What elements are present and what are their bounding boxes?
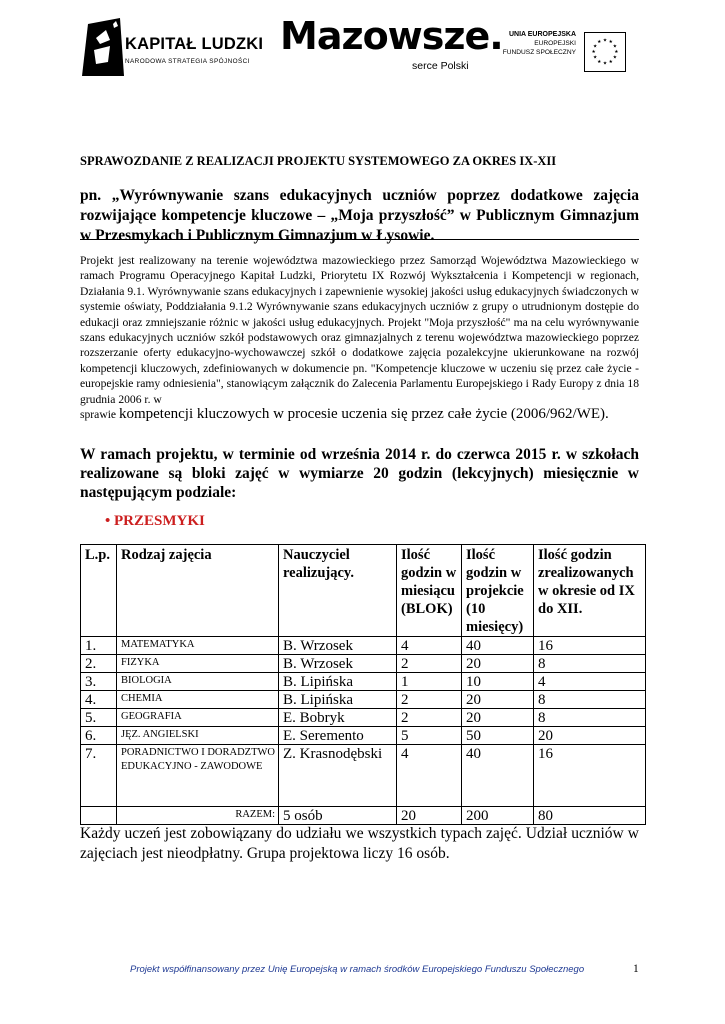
cell-teacher: B. Wrzosek (279, 655, 397, 673)
mazowsze-subtitle: serce Polski (412, 60, 469, 72)
cell-teacher: Z. Krasnodębski (279, 745, 397, 807)
intro-paragraph (80, 253, 639, 422)
cell-monthly: 2 (397, 691, 462, 709)
cell-project: 40 (462, 637, 534, 655)
main-paragraph: W ramach projektu, w terminie od września 2014 r. do czerwca 2015 r. w szkołach realizowane są bloki zajęć w wymiarze 20 godzin (lekcyjnych) miesięcznie w następującym podziale: (80, 446, 639, 501)
cell-project: 10 (462, 673, 534, 691)
cell-monthly: 1 (397, 673, 462, 691)
cell-lp: 6. (81, 727, 117, 745)
cell-completed: 16 (534, 745, 646, 807)
svg-text:★: ★ (612, 44, 618, 50)
cell-completed: 8 (534, 691, 646, 709)
cell-total-label: RAZEM: (117, 807, 279, 825)
table-total-row (81, 807, 646, 825)
svg-text:★: ★ (591, 49, 596, 55)
table-row (81, 691, 646, 709)
cell-activity: BIOLOGIA (117, 673, 279, 691)
cell-project: 20 (462, 691, 534, 709)
cell-total-monthly: 20 (397, 807, 462, 825)
table-row (81, 745, 646, 807)
mazowsze-logo: Mazowsze. (280, 14, 503, 58)
cell-monthly: 2 (397, 709, 462, 727)
location-title: • PRZESMYKI (105, 513, 205, 529)
cell-teacher: B. Lipińska (279, 691, 397, 709)
svg-text:★: ★ (597, 59, 602, 65)
svg-text:★: ★ (614, 49, 619, 55)
intro-sprawie: sprawie (80, 408, 117, 422)
cell-monthly: 4 (397, 637, 462, 655)
eu-line-2: EUROPEJSKI (534, 40, 576, 47)
cell-monthly: 2 (397, 655, 462, 673)
cell-completed: 4 (534, 673, 646, 691)
closing-paragraph: Każdy uczeń jest zobowiązany do udziału we wszystkich typach zajęć. Udział uczniów w zajęciach jest nieodpłatny. Grupa projektowa liczy 16 osób. (80, 825, 639, 862)
cell-monthly: 5 (397, 727, 462, 745)
cell-activity: GEOGRAFIA (117, 709, 279, 727)
svg-text:★: ★ (612, 55, 618, 61)
cell-empty (81, 807, 117, 825)
cell-total-project: 200 (462, 807, 534, 825)
cell-activity: PORADNICTWO I DORADZTWO EDUKACYJNO - ZAWODOWE (117, 745, 279, 807)
svg-text:★: ★ (608, 40, 613, 46)
cell-lp: 5. (81, 709, 117, 727)
header-project-hours: Ilość godzin w projekcie (10 miesięcy) (462, 545, 534, 637)
eu-caption (498, 30, 576, 57)
cell-total-teachers: 5 osób (279, 807, 397, 825)
cell-teacher: B. Lipińska (279, 673, 397, 691)
header-lp: L.p. (81, 545, 117, 637)
header-monthly-hours: Ilość godzin w miesiącu (BLOK) (397, 545, 462, 637)
eu-line-3: FUNDUSZ SPOŁECZNY (502, 49, 576, 56)
cell-lp: 4. (81, 691, 117, 709)
cell-teacher: E. Bobryk (279, 709, 397, 727)
table-row (81, 709, 646, 727)
svg-text:★: ★ (597, 40, 602, 46)
intro-text: Projekt jest realizowany na terenie województwa mazowieckiego przez Samorząd Województwa Mazowieckiego w ramach Programu Operacyjnego Kapitał Ludzki, Priorytetu IX Rozwój Wykształcenia i Kompetencji w regionach, Działania 9.1. Wyrównywanie szans edukacyjnych i zapewnienie wysokiej jakości usług edukacyjnych świadczonych w systemie oświaty, Poddziałania 9.1.2 Wyrównywanie szans edukacyjnych uczniów z grupy o utrudnionym dostępie do edukacji oraz zmniejszanie różnic w jakości usług edukacyjnych. Projekt "Moja przyszłość" ma na celu wyrównywanie szans edukacyjnych uczniów szkół podstawowych oraz gimnazjalnych z terenu województwa mazowieckiego poprzez rozszerzanie oferty edukacyjno-wychowawczej szkół o dodatkowe zajęcia pozalekcyjne ukierunkowane na rozwój kompetencji kluczowych, zdefiniowanych w dokumencie pn. "Kompetencje kluczowe w uczeniu się przez całe życie - europejskie ramy odniesienia", stanowiącym załącznik do Zalecenia Parlamentu Europejskiego i Rady Europy z dnia 18 grudnia 2006 r. w (80, 254, 639, 406)
kapital-ludzki-subtitle: NARODOWA STRATEGIA SPÓJNOŚCI (125, 58, 250, 65)
cell-monthly: 4 (397, 745, 462, 807)
schedule-table (80, 544, 646, 825)
cell-lp: 1. (81, 637, 117, 655)
cell-project: 50 (462, 727, 534, 745)
kapital-ludzki-title: KAPITAŁ LUDZKI (125, 35, 264, 53)
report-title: SPRAWOZDANIE Z REALIZACJI PROJEKTU SYSTEMOWEGO ZA OKRES IX-XII (80, 154, 557, 168)
cell-completed: 8 (534, 709, 646, 727)
svg-text:★: ★ (592, 55, 598, 61)
svg-text:★: ★ (602, 61, 608, 67)
svg-text:★: ★ (602, 38, 608, 44)
cell-total-completed: 80 (534, 807, 646, 825)
header-activity: Rodzaj zajęcia (117, 545, 279, 637)
cell-activity: FIZYKA (117, 655, 279, 673)
cell-lp: 3. (81, 673, 117, 691)
table-row (81, 673, 646, 691)
header-completed-hours: Ilość godzin zrealizowanych w okresie od IX do XII. (534, 545, 646, 637)
intro-last-line: kompetencji kluczowych w procesie uczenia się przez całe życie (2006/962/WE). (118, 406, 609, 423)
eu-line-1: UNIA EUROPEJSKA (508, 31, 576, 38)
eu-flag-icon (584, 32, 626, 72)
title-divider (80, 239, 639, 240)
cell-completed: 20 (534, 727, 646, 745)
cell-completed: 16 (534, 637, 646, 655)
svg-text:★: ★ (608, 59, 613, 65)
svg-text:★: ★ (592, 44, 598, 50)
header-teacher: Nauczyciel realizujący. (279, 545, 397, 637)
cell-activity: CHEMIA (117, 691, 279, 709)
footer-note: Projekt współfinansowany przez Unię Europejską w ramach środków Europejskiego Funduszu Społecznego (130, 964, 585, 975)
cell-activity: JĘZ. ANGIELSKI (117, 727, 279, 745)
cell-lp: 7. (81, 745, 117, 807)
cell-teacher: E. Seremento (279, 727, 397, 745)
cell-completed: 8 (534, 655, 646, 673)
cell-activity: MATEMATYKA (117, 637, 279, 655)
page-number: 1 (633, 963, 639, 975)
table-row (81, 727, 646, 745)
table-row (81, 637, 646, 655)
table-row (81, 655, 646, 673)
cell-lp: 2. (81, 655, 117, 673)
project-name: pn. „Wyrównywanie szans edukacyjnych uczniów poprzez dodatkowe zajęcia rozwijające kompetencje kluczowe – „Moja przyszłość” w Publicznym Gimnazjum w Przesmykach i Publicznym Gimnazjum w Łysowie. (80, 187, 639, 244)
cell-project: 20 (462, 655, 534, 673)
cell-project: 40 (462, 745, 534, 807)
cell-teacher: B. Wrzosek (279, 637, 397, 655)
table-header-row (81, 545, 646, 637)
cell-project: 20 (462, 709, 534, 727)
